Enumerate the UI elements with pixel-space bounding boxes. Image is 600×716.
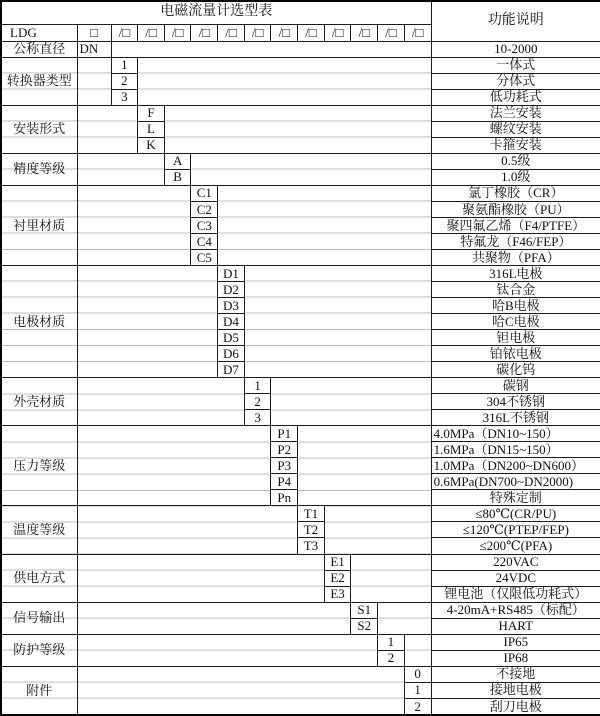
- description-cell: 锂电池（仅限低功耗式）: [431, 586, 600, 602]
- code-cell: 1: [111, 57, 138, 73]
- code-cell: D4: [218, 314, 245, 330]
- category-cell: 温度等级: [1, 506, 77, 554]
- description-cell: IP68: [431, 650, 600, 666]
- empty-cell: [271, 378, 431, 426]
- model-prefix: LDG: [1, 24, 77, 41]
- code-cell: T2: [298, 522, 325, 538]
- empty-cell: [378, 602, 432, 634]
- code-cell: 1: [378, 634, 405, 650]
- code-slot: /□: [138, 24, 165, 41]
- description-cell: 316L不锈钢: [431, 410, 600, 426]
- model-box-glyph: □: [77, 24, 111, 41]
- empty-cell: [77, 57, 111, 105]
- code-cell: C5: [191, 249, 218, 265]
- code-cell: P3: [271, 458, 298, 474]
- code-slot: /□: [191, 24, 218, 41]
- category-cell: 防护等级: [1, 634, 77, 666]
- empty-cell: [164, 105, 431, 153]
- code-slot: /□: [404, 24, 431, 41]
- description-cell: 0.6MPa(DN700~DN2000): [431, 474, 600, 490]
- empty-cell: [351, 554, 431, 602]
- description-cell: 24VDC: [431, 570, 600, 586]
- description-cell: 低功耗式: [431, 89, 600, 105]
- code-cell: T3: [298, 538, 325, 554]
- category-cell: 安装形式: [1, 105, 77, 153]
- description-cell: 聚四氟乙烯（F4/PTFE）: [431, 217, 600, 233]
- code-cell: D7: [218, 362, 245, 378]
- code-slot: /□: [244, 24, 271, 41]
- description-cell: 共聚物（PFA）: [431, 249, 600, 265]
- code-cell: 1: [404, 682, 431, 698]
- code-cell: D1: [218, 265, 245, 281]
- code-cell: 2: [378, 650, 405, 666]
- code-cell: D6: [218, 346, 245, 362]
- category-cell: 外壳材质: [1, 378, 77, 426]
- empty-cell: [324, 506, 431, 554]
- code-cell: A: [164, 153, 191, 169]
- empty-cell: [77, 634, 378, 666]
- code-cell: P1: [271, 426, 298, 442]
- code-cell: C1: [191, 185, 218, 201]
- code-cell: D5: [218, 330, 245, 346]
- description-cell: 聚氨酯橡胶（PU）: [431, 201, 600, 217]
- code-slot: /□: [298, 24, 325, 41]
- empty-cell: [77, 185, 191, 265]
- code-cell: D3: [218, 298, 245, 314]
- empty-cell: [77, 265, 218, 377]
- empty-cell: [77, 153, 164, 185]
- code-cell: P4: [271, 474, 298, 490]
- category-cell: 信号输出: [1, 602, 77, 634]
- code-cell: B: [164, 169, 191, 185]
- description-cell: 特氟龙（F46/FEP）: [431, 233, 600, 249]
- description-cell: 哈B电极: [431, 298, 600, 314]
- category-cell: 精度等级: [1, 153, 77, 185]
- empty-cell: [77, 378, 244, 426]
- description-cell: 316L电极: [431, 265, 600, 281]
- empty-cell: [77, 602, 351, 634]
- code-cell: 1: [244, 378, 271, 394]
- description-cell: 4-20mA+RS485（标配）: [431, 602, 600, 618]
- category-cell: 衬里材质: [1, 185, 77, 265]
- category-cell: 转换器类型: [1, 57, 77, 105]
- code-slot: /□: [324, 24, 351, 41]
- description-cell: 1.0MPa（DN200~DN600）: [431, 458, 600, 474]
- code-cell: D2: [218, 281, 245, 297]
- description-cell: ≤120℃(PTEP/FEP): [431, 522, 600, 538]
- description-cell: 螺纹安装: [431, 121, 600, 137]
- empty-cell: [77, 506, 298, 554]
- description-cell: HART: [431, 618, 600, 634]
- description-cell: 10-2000: [431, 41, 600, 57]
- description-cell: 卡箍安装: [431, 137, 600, 153]
- code-cell: C2: [191, 201, 218, 217]
- empty-cell: [298, 426, 431, 506]
- code-slot: /□: [164, 24, 191, 41]
- code-cell: C3: [191, 217, 218, 233]
- description-cell: 法兰安装: [431, 105, 600, 121]
- description-cell: 钛合金: [431, 281, 600, 297]
- code-cell: E1: [324, 554, 351, 570]
- description-cell: 碳化钨: [431, 362, 600, 378]
- description-cell: 4.0MPa（DN10~150）: [431, 426, 600, 442]
- description-cell: 接地电极: [431, 682, 600, 698]
- code-cell: Pn: [271, 490, 298, 506]
- code-cell: F: [138, 105, 165, 121]
- category-cell: 供电方式: [1, 554, 77, 602]
- code-cell: DN: [77, 41, 111, 57]
- description-cell: ≤200℃(PFA): [431, 538, 600, 554]
- empty-cell: [244, 265, 431, 377]
- code-cell: 3: [244, 410, 271, 426]
- code-cell: P2: [271, 442, 298, 458]
- category-cell: 压力等级: [1, 426, 77, 506]
- category-cell: 附件: [1, 666, 77, 715]
- description-cell: 0.5级: [431, 153, 600, 169]
- description-cell: 铂铱电极: [431, 346, 600, 362]
- empty-cell: [77, 554, 324, 602]
- code-slot: /□: [218, 24, 245, 41]
- description-cell: 钽电极: [431, 330, 600, 346]
- empty-cell: [218, 185, 431, 265]
- description-cell: 哈C电极: [431, 314, 600, 330]
- description-cell: 氯丁橡胶（CR）: [431, 185, 600, 201]
- code-slot: /□: [271, 24, 298, 41]
- category-cell: 公称直径: [1, 41, 77, 57]
- table-title: 电磁流量计选型表: [1, 1, 431, 24]
- code-slot: /□: [378, 24, 405, 41]
- code-cell: L: [138, 121, 165, 137]
- description-cell: 220VAC: [431, 554, 600, 570]
- description-cell: 碳钢: [431, 378, 600, 394]
- empty-cell: [191, 153, 431, 185]
- code-cell: S2: [351, 618, 378, 634]
- code-cell: S1: [351, 602, 378, 618]
- description-cell: IP65: [431, 634, 600, 650]
- code-slot: /□: [351, 24, 378, 41]
- empty-cell: [111, 41, 431, 57]
- category-cell: 电极材质: [1, 265, 77, 377]
- description-cell: 特殊定制: [431, 490, 600, 506]
- code-cell: 0: [404, 666, 431, 682]
- code-cell: 2: [111, 73, 138, 89]
- description-cell: 1.6MPa（DN15~150）: [431, 442, 600, 458]
- code-slot: /□: [111, 24, 138, 41]
- description-cell: 304不锈钢: [431, 394, 600, 410]
- code-cell: 2: [244, 394, 271, 410]
- description-cell: 一体式: [431, 57, 600, 73]
- description-cell: 刮刀电极: [431, 698, 600, 715]
- code-cell: T1: [298, 506, 325, 522]
- code-cell: K: [138, 137, 165, 153]
- empty-cell: [77, 666, 404, 715]
- empty-cell: [77, 105, 138, 153]
- code-cell: C4: [191, 233, 218, 249]
- code-cell: 2: [404, 698, 431, 715]
- description-cell: 1.0级: [431, 169, 600, 185]
- description-cell: ≤80℃(CR/PU): [431, 506, 600, 522]
- description-cell: 不接地: [431, 666, 600, 682]
- description-cell: 分体式: [431, 73, 600, 89]
- empty-cell: [77, 426, 271, 506]
- empty-cell: [404, 634, 431, 666]
- code-cell: E3: [324, 586, 351, 602]
- description-column-header: 功能说明: [431, 1, 600, 41]
- code-cell: E2: [324, 570, 351, 586]
- empty-cell: [138, 57, 431, 105]
- code-cell: 3: [111, 89, 138, 105]
